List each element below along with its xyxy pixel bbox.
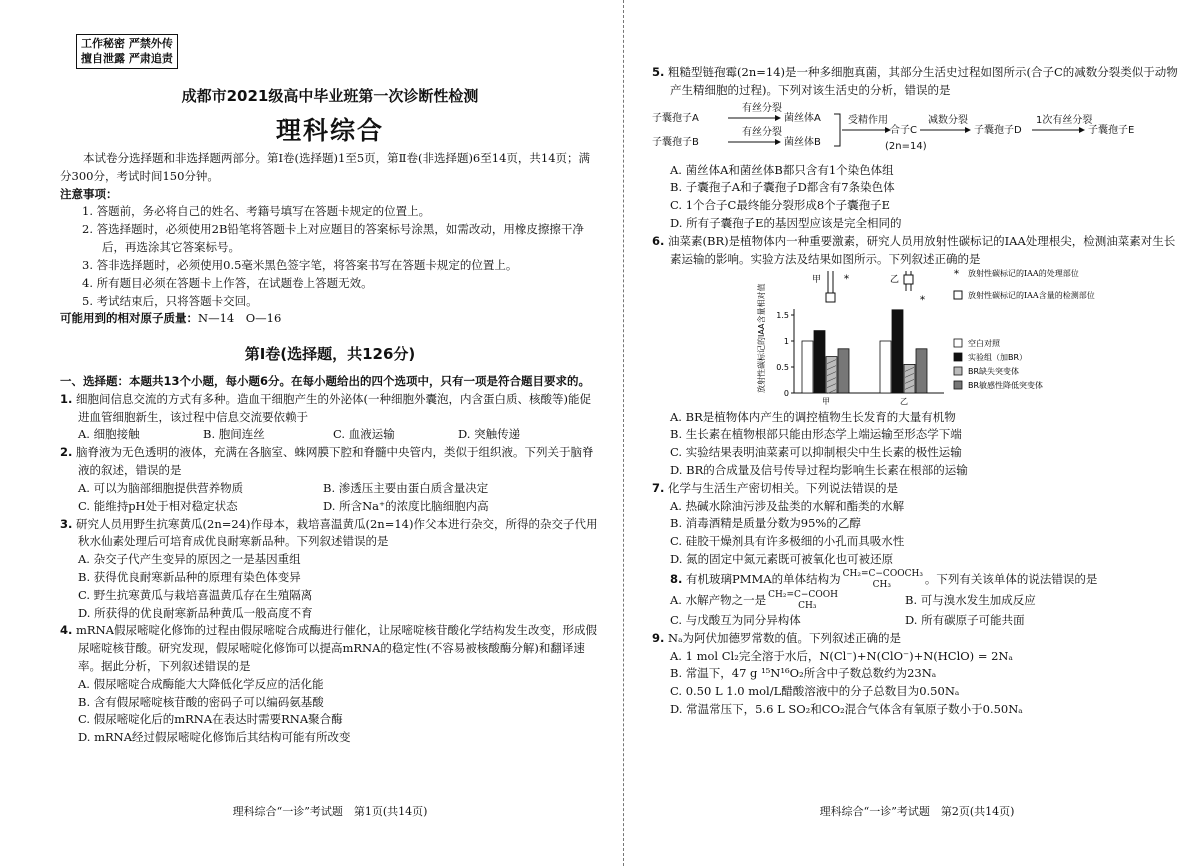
question-number: 1. bbox=[60, 391, 73, 406]
fertilization-label: 受精作用 bbox=[848, 114, 888, 126]
option-b: B. 胞间连丝 bbox=[203, 427, 265, 442]
option-b: B. 常温下，47 g ¹⁵N¹⁶O₂所含中子数总数约为23Nₐ bbox=[670, 666, 937, 681]
question-8 bbox=[652, 569, 1182, 591]
option-b: B. 获得优良耐寒新品种的原理有染色体变异 bbox=[78, 569, 301, 584]
zygote-c: 合子C bbox=[890, 124, 917, 136]
option-c: C. 血液运输 bbox=[333, 427, 395, 442]
pmma-formula bbox=[843, 569, 923, 591]
question-4 bbox=[60, 622, 600, 675]
question-number: 9. bbox=[652, 630, 665, 645]
option-c: C. 0.50 L 1.0 mol/L醋酸溶液中的分子总数目为0.50Nₐ bbox=[670, 684, 960, 699]
chart-bar bbox=[802, 341, 813, 393]
notice-item: 3. 答非选择题时，必须使用0.5毫米黑色签字笔，将答案书写在答题卡规定的位置上。 bbox=[82, 257, 518, 272]
option-a: A. 细胞接触 bbox=[78, 427, 140, 442]
question-6 bbox=[652, 233, 1182, 269]
question-number: 2. bbox=[60, 445, 73, 460]
legend-swatch bbox=[954, 367, 962, 375]
option-a: A. 杂交子代产生变异的原因之一是基因重组 bbox=[78, 552, 301, 567]
acid-formula bbox=[768, 590, 838, 612]
notice-item: 1. 答题前，务必将自己的姓名、考籍号填写在答题卡规定的位置上。 bbox=[82, 204, 431, 219]
page-divider bbox=[623, 0, 624, 866]
question-5 bbox=[652, 64, 1182, 100]
chart-ylabel: 放射性碳标记的IAA含量相对值 bbox=[757, 282, 766, 393]
option-a: A. 假尿嘧啶合成酶能大大降低化学反应的活化能 bbox=[78, 676, 324, 691]
option-d: D. 氮的固定中氮元素既可被氧化也可被还原 bbox=[670, 552, 894, 566]
formula-bottom: CH₃ bbox=[798, 601, 817, 612]
question-3 bbox=[60, 516, 600, 552]
notice-item: 4. 所有题目必须在答题卡上作答，在试题卷上答题无效。 bbox=[82, 275, 373, 290]
question-stem: 有机玻璃PMMA的单体结构为 bbox=[686, 571, 841, 586]
question-8-options-ab bbox=[652, 590, 1182, 612]
chart-bar bbox=[838, 348, 849, 392]
question-stem: 粗糙型链孢霉(2n=14)是一种多细胞真菌，其部分生活史过程如图所示(合子C的减数分裂类似于动物产生精细胞的过程)。下列对该生活史的分析，错误的是 bbox=[668, 65, 1178, 97]
question-2-options-cd bbox=[60, 498, 600, 516]
question-1-options bbox=[60, 426, 600, 444]
meiosis-label: 减数分裂 bbox=[928, 114, 968, 126]
iaa-chart-svg bbox=[652, 269, 1182, 409]
section-title bbox=[60, 343, 600, 366]
legend-swatch bbox=[954, 353, 962, 361]
question-stem: 油菜素(BR)是植物体内一种重要激素，研究人员用放射性碳标记的IAA处理根尖，检测油菜素对生长素运输的影响。实验方法及结果如图所示。下列叙述正确的是 bbox=[668, 233, 1176, 266]
option-d: D. 常温常压下，5.6 L SO₂和CO₂混合气体含有氧原子数小于0.50Nₐ bbox=[670, 702, 1023, 717]
atomic-mass-line bbox=[60, 310, 600, 328]
confidential-line-1: 工作秘密 严禁外传 bbox=[81, 37, 173, 50]
left-page bbox=[60, 0, 600, 866]
legend-label: BR缺失突变体 bbox=[968, 366, 1020, 376]
question-stem-end: 。下列有关该单体的说法错误的是 bbox=[924, 571, 1098, 586]
chart-bars bbox=[802, 309, 927, 393]
option-d: D. 所有碳原子可能共面 bbox=[905, 613, 1025, 627]
option-b: B. 消毒酒精是质量分数为95%的乙醇 bbox=[670, 516, 861, 531]
option-a: A. 菌丝体A和菌丝体B都只含有1个染色体组 bbox=[670, 162, 894, 177]
question-number: 7. bbox=[652, 480, 665, 495]
questions-left bbox=[60, 373, 600, 747]
legend-detect-box bbox=[954, 291, 962, 299]
one-mitosis-label: 1次有丝分裂 bbox=[1036, 114, 1093, 126]
category-label: 甲 bbox=[822, 396, 830, 406]
y-tick-label: 1 bbox=[783, 336, 789, 346]
option-d: D. BR的合成量及信号传导过程均影响生长素在根部的运输 bbox=[670, 462, 968, 477]
chart-bar bbox=[916, 348, 927, 392]
question-number: 3. bbox=[60, 516, 73, 531]
page-footer-right: 理科综合“一诊”考试题 第2页(共14页) bbox=[819, 805, 1015, 818]
hypha-b: 菌丝体B bbox=[784, 136, 821, 148]
section-title-text: 第Ⅰ卷(选择题，共126分) bbox=[244, 345, 416, 363]
mitosis-label-a: 有丝分裂 bbox=[742, 102, 782, 114]
question-stem: 化学与生活生产密切相关。下列说法错误的是 bbox=[668, 480, 899, 495]
life-cycle-diagram bbox=[652, 100, 1182, 162]
spore-e: 子囊孢子E bbox=[1088, 124, 1135, 136]
option-b: B. 含有假尿嘧啶核苷酸的密码子可以编码氨基酸 bbox=[78, 694, 324, 709]
legend-label: 实验组（加BR） bbox=[968, 352, 1028, 362]
chart-category-labels bbox=[822, 397, 908, 406]
chart-bar bbox=[892, 309, 903, 392]
confidential-line-2: 擅自泄露 严肃追责 bbox=[81, 52, 173, 66]
spore-a: 子囊孢子A bbox=[652, 112, 699, 124]
question-stem: 脑脊液为无色透明的液体，充满在各脑室、蛛网膜下腔和脊髓中央管内，类似于组织液。下列关于脑脊液的叙述，错误的是 bbox=[76, 445, 594, 478]
question-stem: mRNA假尿嘧啶化修饰的过程由假尿嘧啶合成酶进行催化，让尿嘧啶核苷酸化学结构发生改变，形成假尿嘧啶核苷酸。研究发现，假尿嘧啶化修饰可以提高mRNA的稳定性(不容易被核酸酶分解)和翻译速率。据此分析，下列叙述错误的是 bbox=[76, 623, 597, 673]
exam-title: 成都市2021级高中毕业班第一次诊断性检测 bbox=[181, 87, 479, 105]
option-c: C. 假尿嘧啶化后的mRNA在表达时需要RNA聚合酶 bbox=[78, 712, 343, 727]
option-c: C. 1个合子C最终能分裂形成8个子囊孢子E bbox=[670, 198, 891, 213]
right-page bbox=[652, 0, 1182, 866]
root-label-jia: 甲 bbox=[812, 274, 822, 285]
legend-label: BR敏感性降低突变体 bbox=[968, 380, 1044, 390]
iaa-chart bbox=[652, 269, 1182, 409]
question-8-options-cd bbox=[652, 612, 1182, 630]
option-c: C. 能维持pH处于相对稳定状态 bbox=[78, 498, 238, 513]
question-number: 5. bbox=[652, 65, 665, 79]
zygote-chromosomes: (2n=14) bbox=[885, 140, 927, 152]
option-d: D. mRNA经过假尿嘧啶化修饰后其结构可能有所改变 bbox=[78, 730, 351, 745]
legend-treat-text: 放射性碳标记的IAA的处理部位 bbox=[968, 268, 1079, 278]
question-stem: 细胞间信息交流的方式有多种。造血干细胞产生的外泌体(一种细胞外囊泡，内含蛋白质、核酸等)能促进血管细胞新生，该过程中信息交流要依赖于 bbox=[76, 391, 591, 424]
hypha-a: 菌丝体A bbox=[784, 112, 821, 124]
option-c: C. 与戊酸互为同分异构体 bbox=[670, 613, 801, 627]
question-1 bbox=[60, 391, 600, 427]
spore-d: 子囊孢子D bbox=[974, 124, 1022, 136]
treat-mark-jia: * bbox=[844, 273, 849, 285]
root-label-yi: 乙 bbox=[890, 274, 900, 285]
option-b: B. 生长素在植物根部只能由形态学上端运输至形态学下端 bbox=[670, 427, 962, 442]
formula-bottom: CH₃ bbox=[872, 579, 891, 590]
option-a-text: A. 水解产物之一是 bbox=[670, 593, 767, 608]
legend-swatch bbox=[954, 381, 962, 389]
question-number: 8. bbox=[670, 571, 683, 586]
chart-bar bbox=[880, 341, 891, 393]
question-number: 4. bbox=[60, 623, 73, 638]
question-stem: 研究人员用野生抗寒黄瓜(2n=24)作母本，栽培喜温黄瓜(2n=14)作父本进行杂交，所得的杂交子代用秋水仙素处理后可培育成优良耐寒新品种。下列叙述错误的是 bbox=[76, 516, 598, 549]
notice-item: 2. 答选择题时，必须使用2B铅笔将答题卡上对应题目的答案标号涂黑，如需改动，用橡皮擦擦干净后，再选涂其它答案标号。 bbox=[82, 222, 584, 255]
y-tick-label: 0.5 bbox=[776, 362, 789, 372]
option-b: B. 可与溴水发生加成反应 bbox=[905, 593, 1036, 608]
legend-mark-star: * bbox=[954, 268, 959, 280]
question-9 bbox=[652, 630, 1182, 648]
root-tip-yi bbox=[890, 271, 925, 306]
option-a bbox=[670, 590, 905, 612]
y-tick-label: 0 bbox=[783, 388, 789, 398]
y-tick-label: 1.5 bbox=[776, 310, 789, 320]
questions-right bbox=[652, 64, 1182, 719]
formula-top: CH₂=C−COOCH₃ bbox=[842, 568, 923, 579]
question-2 bbox=[60, 444, 600, 480]
option-d: D. 所有子囊孢子E的基因型应该是完全相同的 bbox=[670, 216, 902, 231]
option-b: B. 子囊孢子A和子囊孢子D都含有7条染色体 bbox=[670, 180, 895, 195]
option-c: C. 硅胶干燥剂具有许多极细的小孔而具吸水性 bbox=[670, 534, 905, 549]
legend-label: 空白对照 bbox=[968, 338, 1000, 348]
atomic-mass-label: 可能用到的相对原子质量： bbox=[60, 311, 198, 326]
category-label: 乙 bbox=[900, 396, 908, 406]
root-tip-jia bbox=[812, 271, 849, 302]
option-d: D. 突触传递 bbox=[458, 427, 521, 442]
question-7 bbox=[652, 480, 1182, 498]
treat-mark-yi: * bbox=[920, 294, 925, 306]
mitosis-label-b: 有丝分裂 bbox=[742, 126, 782, 138]
option-a: A. 可以为脑部细胞提供营养物质 bbox=[78, 480, 244, 495]
option-d: D. 所含Na⁺的浓度比脑细胞内高 bbox=[323, 498, 489, 513]
option-a: A. BR是植物体内产生的调控植物生长发育的大量有机物 bbox=[670, 409, 956, 424]
option-a: A. 1 mol Cl₂完全溶于水后，N(Cl⁻)+N(ClO⁻)+N(HClO) = 2Nₐ bbox=[670, 648, 1013, 663]
legend-detect-text: 放射性碳标记的IAA含量的检测部位 bbox=[968, 290, 1095, 300]
notice-title: 注意事项： bbox=[60, 186, 118, 201]
question-2-options-ab bbox=[60, 480, 600, 498]
chart-bar bbox=[904, 364, 915, 393]
confidential-stamp bbox=[76, 34, 178, 69]
chart-bar bbox=[814, 330, 825, 392]
option-d: D. 所获得的优良耐寒新品种黄瓜一般高度不育 bbox=[78, 605, 313, 620]
chart-legend bbox=[954, 338, 1043, 390]
atomic-mass-values: N—14 O—16 bbox=[198, 311, 282, 326]
page-footer-left: 理科综合“一诊”考试题 第1页(共14页) bbox=[232, 805, 428, 818]
option-c: C. 实验结果表明油菜素可以抑制根尖中生长素的极性运输 bbox=[670, 445, 962, 460]
question-stem: Nₐ为阿伏加德罗常数的值。下列叙述正确的是 bbox=[668, 630, 902, 645]
spore-b: 子囊孢子B bbox=[652, 136, 699, 148]
subject-title: 理科综合 bbox=[275, 116, 384, 145]
part-intro: 一、选择题：本题共13个小题，每小题6分。在每小题给出的四个选项中，只有一项是符合题目要求的。 bbox=[60, 374, 590, 388]
intro-block bbox=[60, 150, 600, 328]
intro-text: 本试卷分选择题和非选择题两部分。第Ⅰ卷(选择题)1至5页，第Ⅱ卷(非选择题)6至14页，共14页；满分300分，考试时间150分钟。 bbox=[60, 151, 591, 183]
legend-swatch bbox=[954, 339, 962, 347]
option-a: A. 热碱水除油污涉及盐类的水解和酯类的水解 bbox=[670, 498, 905, 513]
notice-item: 5. 考试结束后，只将答题卡交回。 bbox=[82, 293, 258, 308]
option-b: B. 渗透压主要由蛋白质含量决定 bbox=[323, 480, 489, 495]
question-number: 6. bbox=[652, 233, 665, 248]
formula-top: CH₂=C−COOH bbox=[768, 590, 838, 601]
option-c: C. 野生抗寒黄瓜与栽培喜温黄瓜存在生殖隔离 bbox=[78, 587, 313, 602]
